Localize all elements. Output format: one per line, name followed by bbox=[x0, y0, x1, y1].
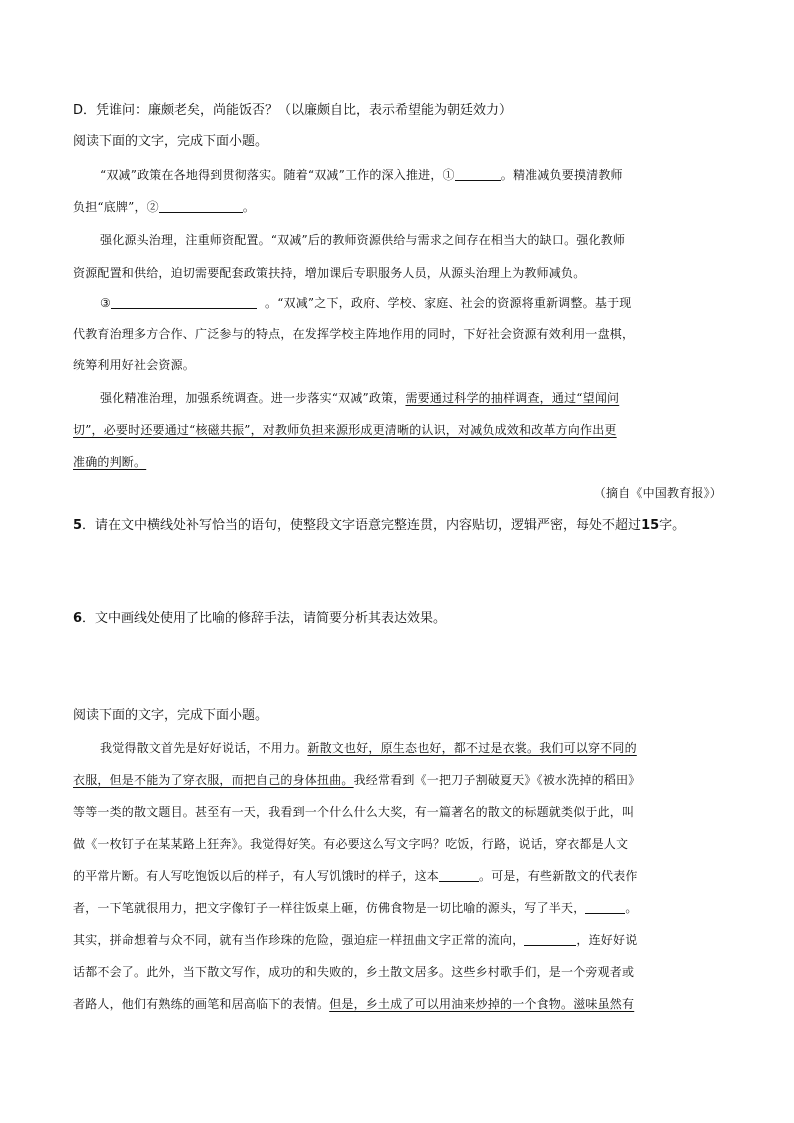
para-3-line-2: 代教育治理多方合作、广泛参与的特点，在发挥学校主阵地作用的同时，下好社会资源有效利用一盘棋， bbox=[73, 327, 635, 341]
underlined-metaphor-1: 需要通过科学的抽样调查，通过“望闻问 bbox=[405, 391, 620, 405]
underlined-metaphor-4: 新散文也好，原生态也好，都不过是衣裳。我们可以穿不同的 bbox=[307, 741, 637, 755]
underlined-metaphor-3: 准确的判断。 bbox=[73, 455, 147, 469]
underlined-metaphor-2: 切”，必要时还要通过“核磁共振”，对教师负担来源形成更清晰的认识，对减负成效和改革方向作出更 bbox=[73, 423, 617, 437]
para-3-line-3: 统筹利用好社会资源。 bbox=[73, 358, 196, 372]
para-5-text-6b: 。 bbox=[625, 901, 638, 915]
para-4-line-2 bbox=[73, 420, 617, 440]
para-5-line-3: 等等一类的散文题目。甚至有一天，我看到一个什么什么大奖，有一篇著名的散文的标题就类似于此，叫 bbox=[73, 805, 635, 819]
para-2-line-1: 强化源头治理，注重师资配置。“双减”后的教师资源供给与需求之间存在相当大的缺口。强化教师 bbox=[100, 233, 626, 247]
para-5-line-6 bbox=[73, 898, 638, 918]
blank-1 bbox=[455, 166, 501, 181]
source-citation: （摘自《中国教育报》） bbox=[593, 486, 722, 500]
para-5-line-1 bbox=[100, 738, 637, 758]
para-4-line-3 bbox=[73, 452, 146, 472]
para-5-text-2b: 我经常看到《一把刀子割破夏天》《被水洗掉的稻田》 bbox=[353, 773, 641, 787]
para-1-line-2 bbox=[73, 197, 255, 217]
para-2-line-2: 资源配置和供给，迫切需要配套政策扶持，增加课后专职服务人员，从源头治理上为教师减负。 bbox=[73, 266, 586, 280]
blank-4 bbox=[439, 867, 479, 882]
instruction-2: 阅读下面的文字，完成下面小题。 bbox=[73, 708, 269, 723]
blank-3 bbox=[111, 294, 257, 309]
para-1-text-b: 。精准减负要摸清教师 bbox=[500, 168, 623, 182]
question-5-limit: 15 bbox=[641, 518, 660, 533]
para-4-text-a: 强化精准治理，加强系统调查。进一步落实“双减”政策， bbox=[100, 391, 406, 405]
option-d: D．凭谁问：廉颇老矣，尚能饭否？（以廉颇自比，表示希望能为朝廷效力） bbox=[73, 103, 513, 118]
blank-5 bbox=[585, 899, 625, 914]
question-5-text: ．请在文中横线处补写恰当的语句，使整段文字语意完整连贯，内容贴切，逻辑严密，每处不超过 bbox=[82, 518, 642, 533]
para-5-text-5: 的平常片断。有人写吃饱饭以后的样子，有人写饥饿时的样子，这本 bbox=[73, 869, 440, 883]
para-5-text-6: 者，一下笔就很用力，把文字像钉子一样往饭桌上砸，仿佛食物是一切比喻的源头，写了半天， bbox=[73, 901, 586, 915]
question-6 bbox=[73, 609, 446, 629]
instruction-1: 阅读下面的文字，完成下面小题。 bbox=[73, 134, 269, 149]
question-5-end: 字。 bbox=[659, 518, 686, 533]
question-5-number: 5 bbox=[73, 518, 83, 533]
question-5 bbox=[73, 516, 685, 536]
para-1-text-c: 负担“底牌”，② bbox=[73, 200, 159, 214]
para-5-text-7b: ，连好好说 bbox=[576, 933, 638, 947]
para-5-text-7: 其实，拼命想着与众不同，就有当作珍珠的危险，强迫症一样扭曲文字正常的流向， bbox=[73, 933, 525, 947]
para-5-line-8: 话都不会了。此外，当下散文写作，成功的和失败的，乡土散文居多。这些乡村歌手们，是一个旁观者或 bbox=[73, 965, 635, 979]
para-5-line-4: 做《一枚钉子在某某路上狂奔》。我觉得好笑。有必要这么写文字吗？吃饭，行路，说话，穿衣都是人文 bbox=[73, 837, 629, 851]
underlined-metaphor-5: 衣服，但是不能为了穿衣服，而把自己的身体扭曲。 bbox=[73, 773, 354, 787]
para-5-line-9 bbox=[73, 994, 634, 1014]
para-5-text-5b: 。可是，有些新散文的代表作 bbox=[479, 869, 638, 883]
para-5-line-7 bbox=[73, 930, 637, 950]
para-3-line-1 bbox=[100, 293, 631, 313]
para-3-text-a: ③ bbox=[100, 296, 111, 310]
blank-2 bbox=[159, 198, 243, 213]
para-5-text-1a: 我觉得散文首先是好好说话，不用力。 bbox=[100, 741, 308, 755]
para-4-line-1 bbox=[100, 388, 619, 408]
question-6-text: ．文中画线处使用了比喻的修辞手法，请简要分析其表达效果。 bbox=[82, 611, 447, 626]
para-3-text-b: 。“双减”之下，政府、学校、家庭、社会的资源将重新调整。基于现 bbox=[265, 296, 632, 310]
para-5-line-2 bbox=[73, 770, 640, 790]
underlined-metaphor-6: 但是，乡土成了可以用油来炒掉的一个食物。滋味虽然有 bbox=[329, 997, 635, 1011]
para-5-line-5 bbox=[73, 866, 638, 886]
para-1-text-d: 。 bbox=[242, 200, 256, 214]
para-5-text-9a: 者路人，他们有熟练的画笔和居高临下的表情。 bbox=[73, 997, 330, 1011]
para-1-line-1 bbox=[100, 165, 623, 185]
para-1-text-a: “双减”政策在各地得到贯彻落实。随着“双减”工作的深入推进，① bbox=[100, 168, 455, 182]
blank-6 bbox=[524, 931, 576, 946]
question-6-number: 6 bbox=[73, 611, 83, 626]
